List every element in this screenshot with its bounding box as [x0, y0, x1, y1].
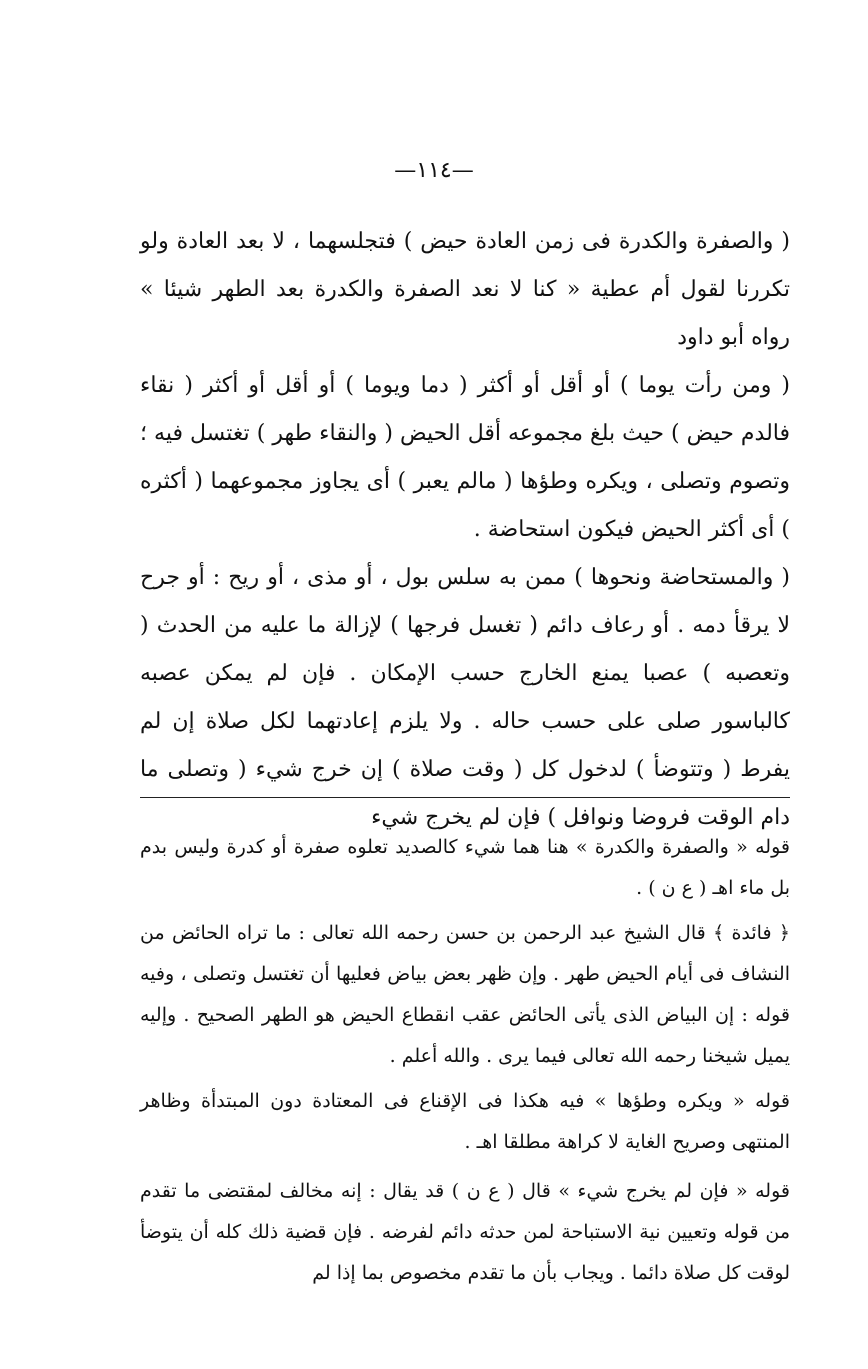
footnote-paragraph: قوله « فإن لم يخرج شيء » قال ( ع ن ) قد يقال : إنه مخالف لمقتضى ما تقدم من قوله وتعيين نية الاستباحة لمن حدثه دائم لفرضه . فإن قضية ذلك كله أن يتوضأ لوقت كل صلاة دائما . ويجاب بأن ما تقدم مخصوص بما إذا لم	[140, 1180, 790, 1284]
body-paragraph: ( والصفرة والكدرة فى زمن العادة حيض ) فتجلسهما ، لا بعد العادة ولو تكررنا لقول أم عطية « كنا لا نعد الصفرة والكدرة بعد الطهر شيئا » رواه أبو داود	[140, 229, 790, 350]
body-paragraph: ( والمستحاضة ونحوها ) ممن به سلس بول ، أو مذى ، أو ريح : أو جرح لا يرقأ دمه . أو رعاف دائم ( تغسل فرجها ) لإزالة ما عليه من الحدث ( وتعصبه ) عصبا يمنع الخارج حسب الإمكان . فإن لم يمكن عصبه كالباسور صلى على حسب حاله . ولا يلزم إعادتهما لكل صلاة إن لم يفرط ( وتتوضأ ) لدخول كل ( وقت صلاة ) إن خرج شيء ( وتصلى ما دام الوقت فروضا ونوافل ) فإن لم يخرج شيء	[140, 565, 790, 830]
main-text	[140, 218, 790, 842]
footnote-divider	[140, 797, 790, 798]
page-number: —١١٤—	[394, 158, 474, 183]
footnotes	[140, 827, 790, 1298]
footnote-paragraph: قوله « والصفرة والكدرة » هنا هما شيء كالصديد تعلوه صفرة أو كدرة وليس بدم بل ماء اهـ ( ع ن ) .	[140, 836, 790, 899]
footnote-paragraph: ﴿ فائدة ﴾ قال الشيخ عبد الرحمن بن حسن رحمه الله تعالى : ما تراه الحائض من النشاف فى أيام الحيض طهر . وإن ظهر بعض بياض فعليها أن تغتسل وتصلى ، وفيه قوله : إن البياض الذى يأتى الحائض عقب انقطاع الحيض هو الطهر الصحيح . وإليه يميل شيخنا رحمه الله تعالى فيما يرى . والله أعلم .	[140, 922, 790, 1067]
body-paragraph: ( ومن رأت يوما ) أو أقل أو أكثر ( دما ويوما ) أو أقل أو أكثر ( نقاء فالدم حيض ) حيث بلغ مجموعه أقل الحيض ( والنقاء طهر ) تغتسل فيه ؛ وتصوم وتصلى ، ويكره وطؤها ( مالم يعبر ) أى يجاوز مجموعهما ( أكثره ) أى أكثر الحيض فيكون استحاضة .	[140, 373, 790, 542]
footnote-paragraph: قوله « ويكره وطؤها » فيه هكذا فى الإقناع فى المعتادة دون المبتدأة وظاهر المنتهى وصريح الغاية لا كراهة مطلقا اهـ .	[140, 1090, 790, 1153]
